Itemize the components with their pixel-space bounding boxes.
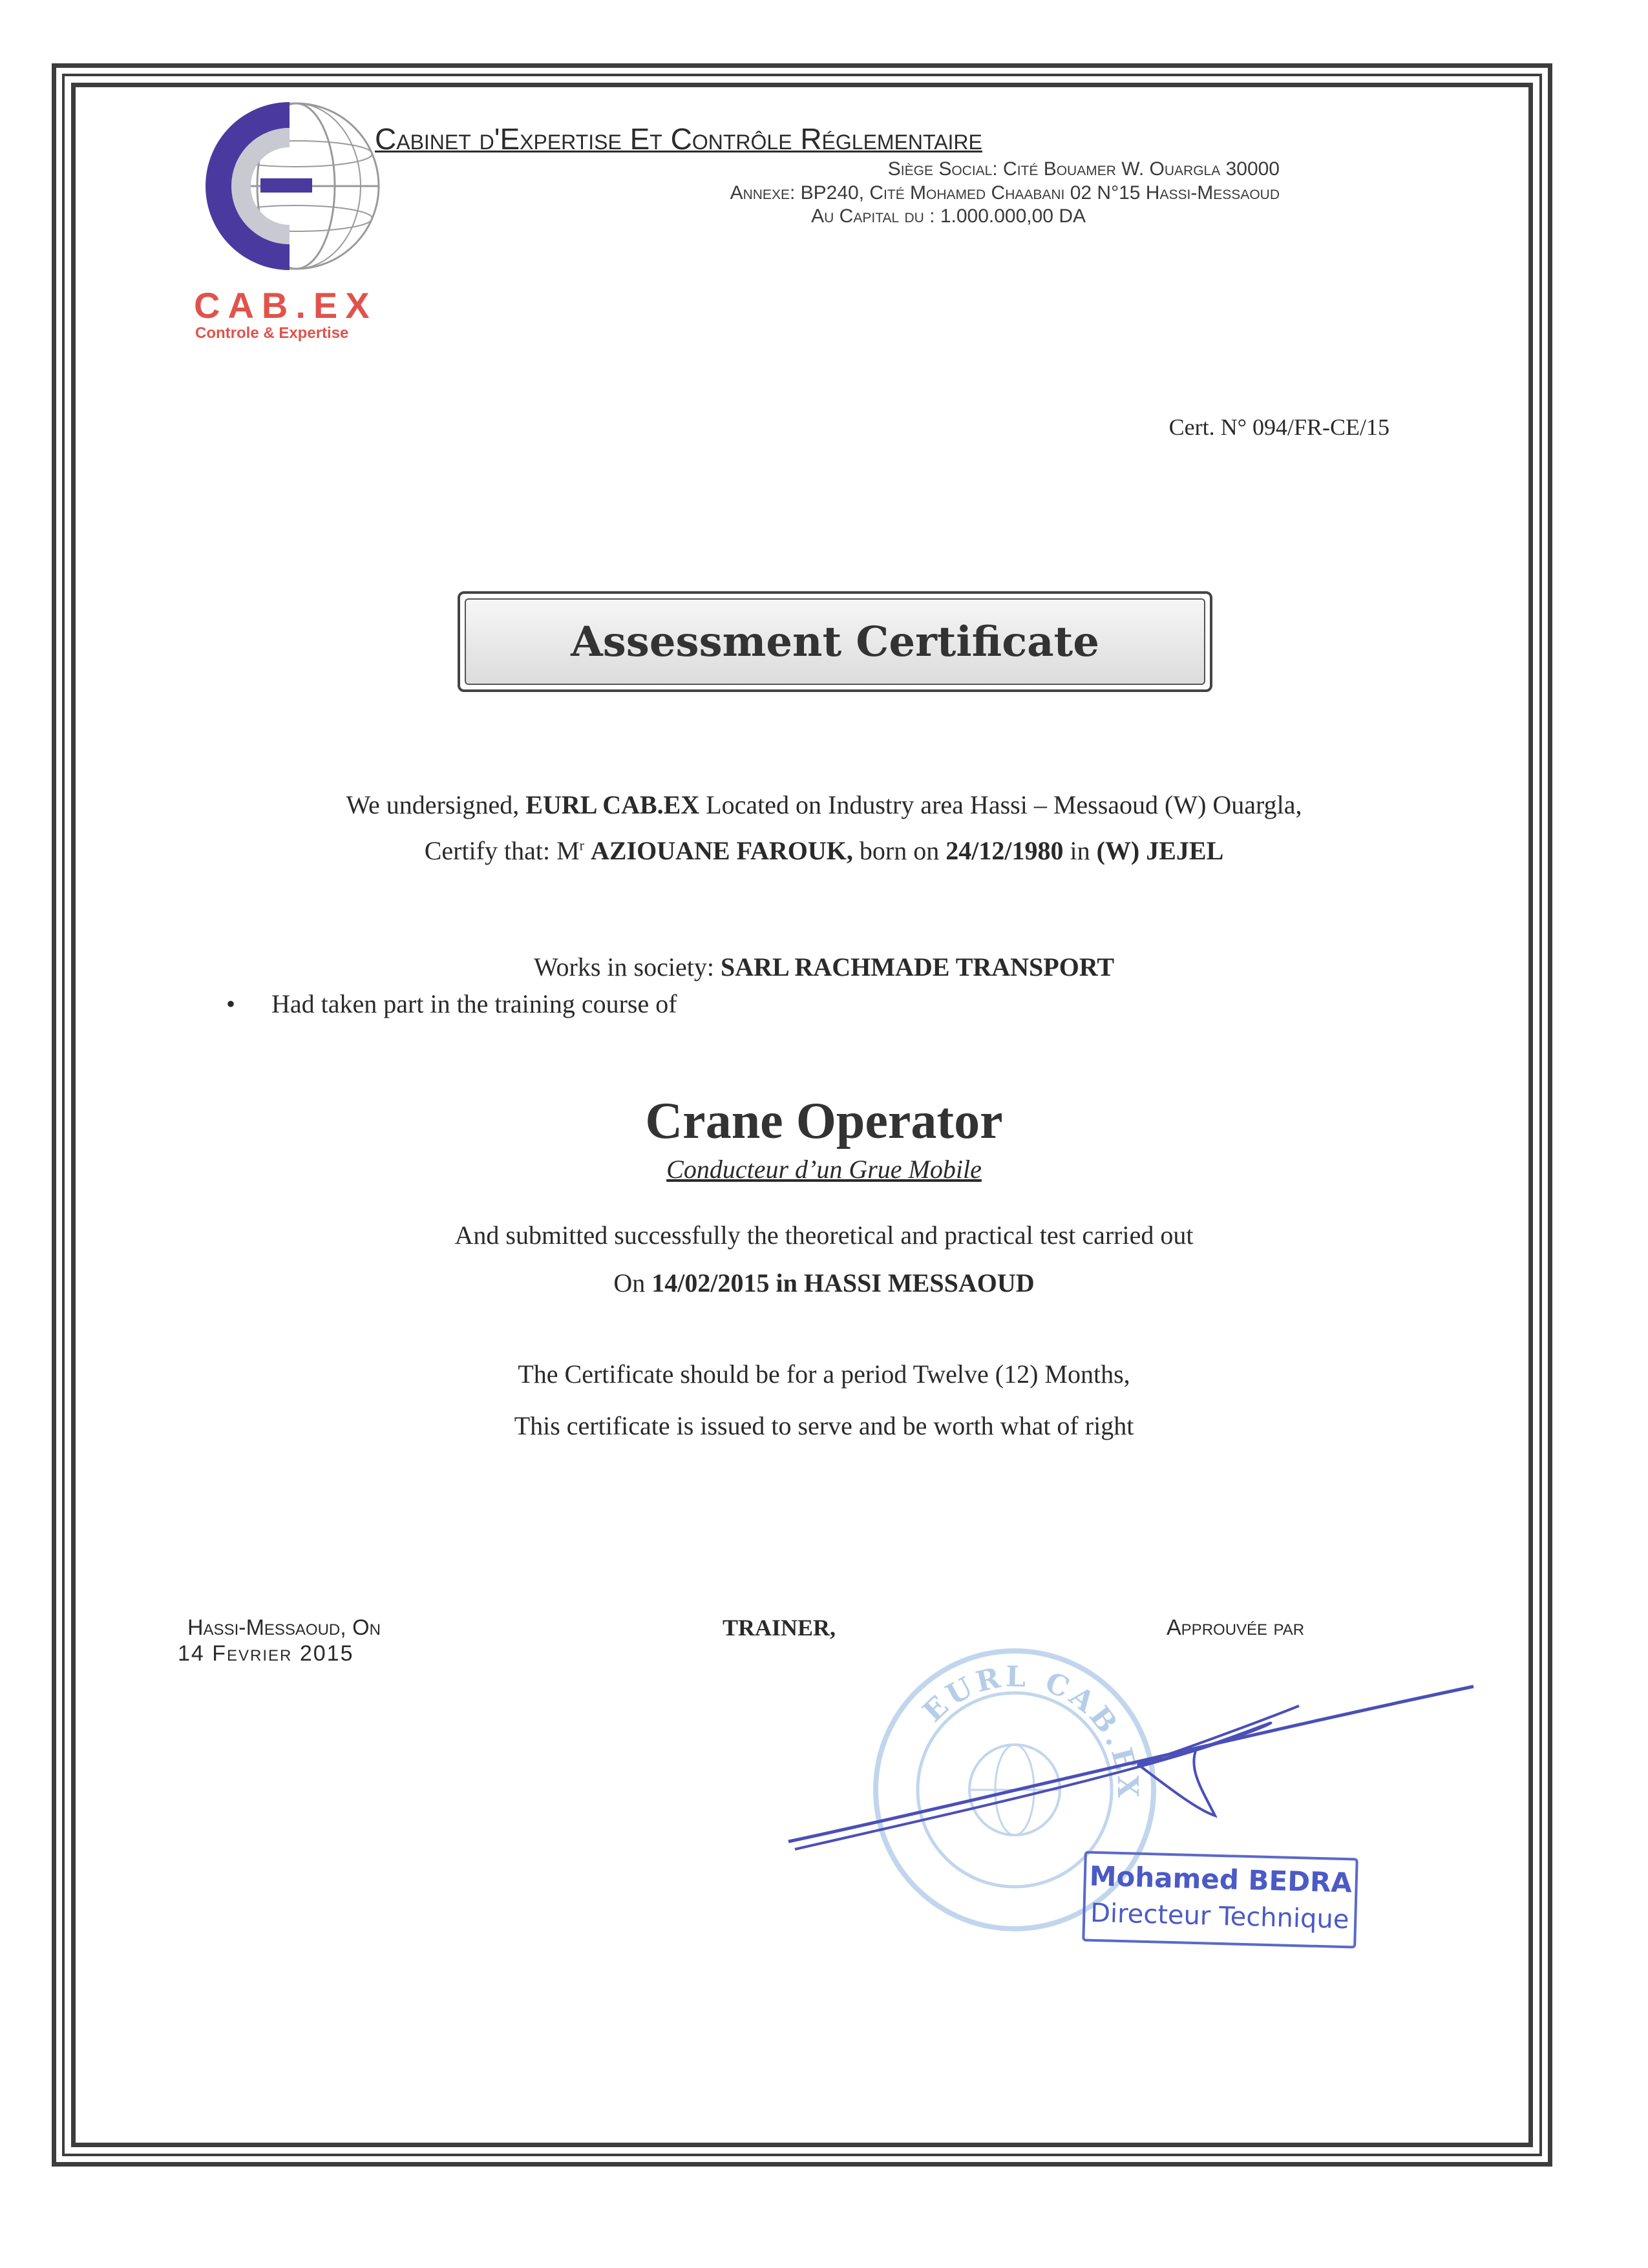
birth-place: (W) JEJEL: [1096, 836, 1224, 865]
cabex-logo-icon: [193, 89, 386, 283]
certificate-title: Assessment Certificate: [571, 617, 1099, 666]
born-label: born on: [859, 836, 940, 865]
issuer-company: EURL CAB.EX: [525, 790, 700, 819]
logo-wordmark: CAB.EX: [194, 285, 377, 326]
company-capital: Au Capital du : 1.000.000,00 DA: [811, 205, 1086, 227]
title-superscript: r: [579, 837, 584, 854]
birth-date: 24/12/1980: [945, 836, 1064, 865]
stamp-role: Directeur Technique: [1090, 1898, 1349, 1935]
head-office-address: Siège Social: Cité Bouamer W. Ouargla 30000: [887, 158, 1280, 180]
in-label: in: [1070, 836, 1090, 865]
director-stamp: [1082, 1851, 1358, 1948]
course-subtitle: Conducteur d’un Grue Mobile: [666, 1155, 982, 1184]
certificate-number: Cert. N° 094/FR-CE/15: [1168, 414, 1389, 440]
course-title: Crane Operator: [645, 1093, 1003, 1150]
undersigned-line: [129, 790, 1519, 820]
works-line: [129, 952, 1519, 982]
trainer-label: TRAINER,: [723, 1615, 836, 1641]
works-label: Works in society:: [533, 952, 714, 982]
issue-place: Hassi-Messaoud, On: [187, 1615, 381, 1640]
on-label: On: [613, 1268, 646, 1297]
stamp-name: Mohamed BEDRA: [1089, 1860, 1353, 1899]
test-date-line: [129, 1268, 1519, 1298]
bullet-marker: •: [226, 989, 236, 1018]
training-line: Had taken part in the training course of: [271, 989, 677, 1018]
certify-label: Certify that: M: [424, 836, 580, 865]
logo-tagline: Controle & Expertise: [195, 324, 349, 342]
test-date-place: 14/02/2015 in HASSI MESSAOUD: [651, 1268, 1035, 1297]
certify-line: [129, 835, 1519, 866]
issue-date: 14 Fevrier 2015: [178, 1641, 354, 1666]
validity-line: The Certificate should be for a period Twelve (12) Months,: [518, 1360, 1130, 1389]
issued-line: This certificate is issued to serve and be worth what of right: [514, 1411, 1134, 1440]
employer-company: SARL RACHMADE TRANSPORT: [720, 952, 1114, 982]
submitted-line: And submitted successfully the theoretical and practical test carried out: [454, 1221, 1194, 1250]
company-name: Cabinet d'Expertise Et Contrôle Réglementaire: [375, 122, 982, 156]
undersigned-label: We undersigned,: [346, 790, 520, 819]
issuer-location: Located on Industry area Hassi – Messaoud (W) Ouargla,: [706, 790, 1302, 819]
title-box: [458, 591, 1212, 692]
holder-name: AZIOUANE FAROUK,: [590, 836, 853, 865]
annex-address: Annexe: BP240, Cité Mohamed Chaabani 02 N°15 Hassi-Messaoud: [730, 182, 1280, 204]
seal-text: EURL CAB.EX: [916, 1660, 1145, 1802]
approved-by-label: Approuvée par: [1167, 1615, 1305, 1640]
